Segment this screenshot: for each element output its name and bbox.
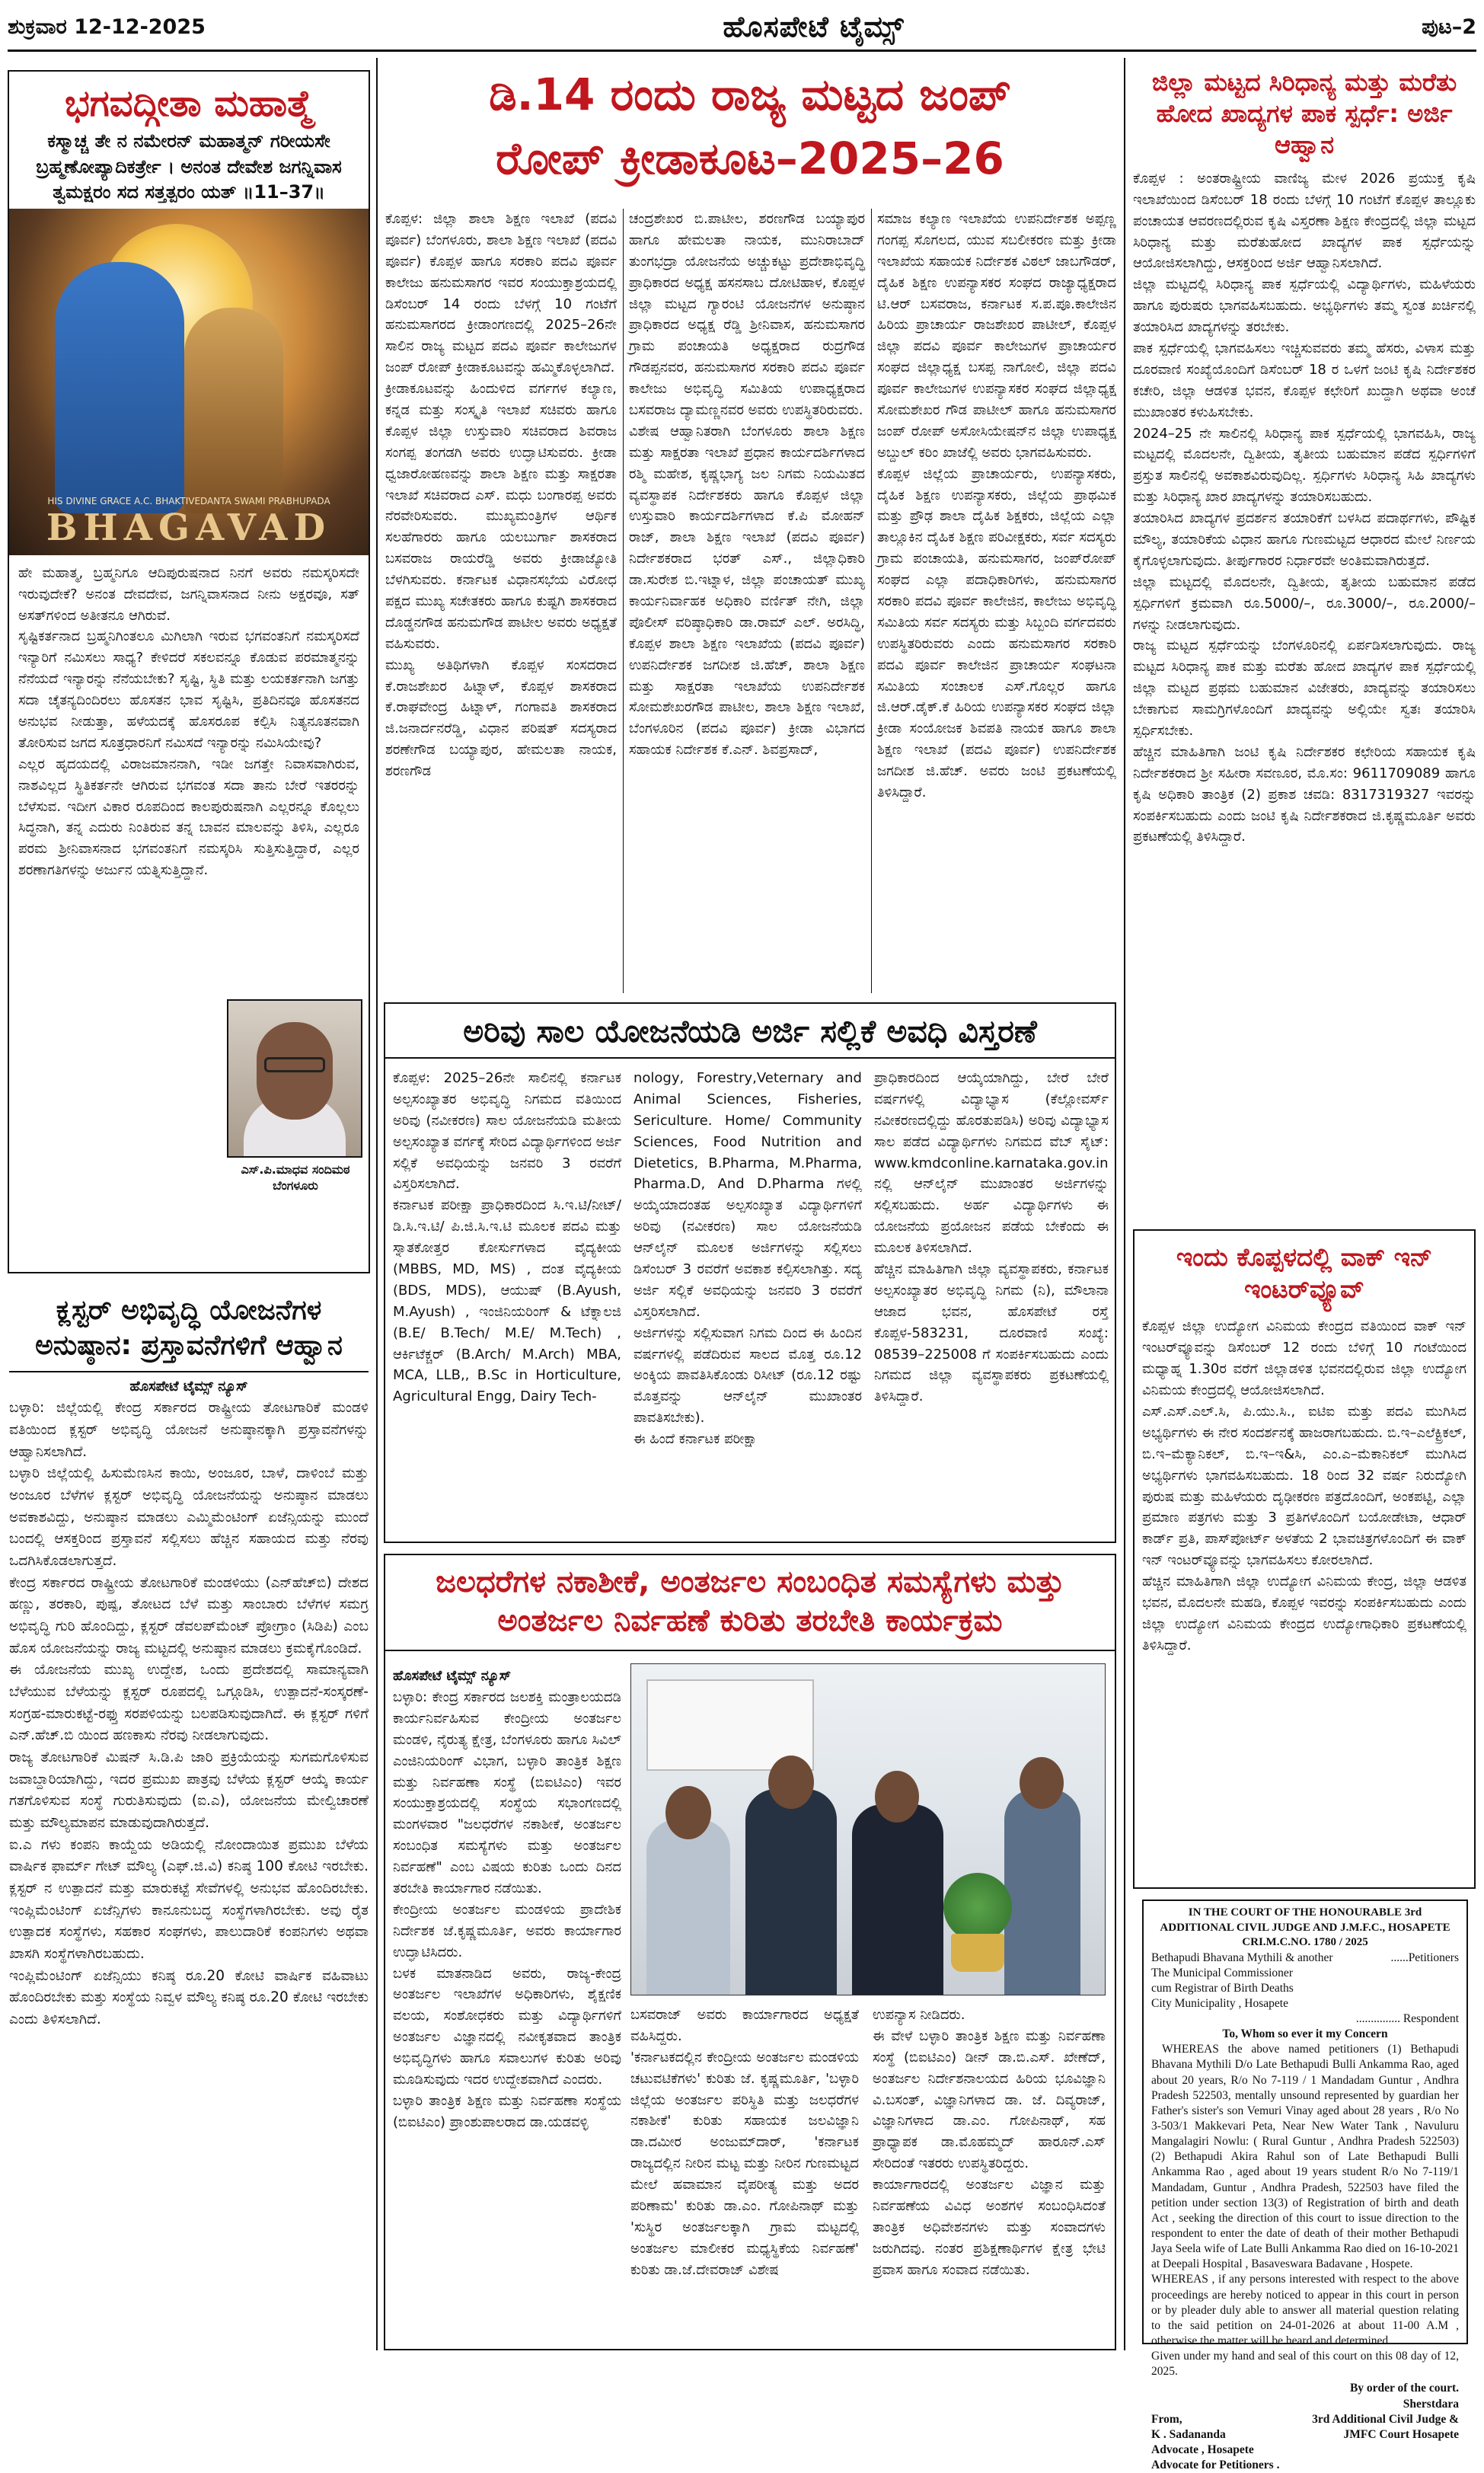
court-sign-2: JMFC Court Hosapete: [1343, 2427, 1459, 2441]
walkin-body: ಕೊಪ್ಪಳ ಜಿಲ್ಲಾ ಉದ್ಯೋಗ ವಿನಿಮಯ ಕೇಂದ್ರದ ವತಿಯಿಂದ ವಾಕ್ ಇನ್ ಇಂಟರ್‌ವ್ಯೂವನ್ನು ಡಿಸೆಂಬರ್ 12 ರಂದು ಬೆಳಿಗ್ಗೆ 10 ಗಂಟೆಯಿಂದ ಮಧ್ಯಾಹ್ನ 1.30ರ ವರೆಗೆ ಜಿಲ್ಲಾಡಳಿತ ಭವನದಲ್ಲಿರುವ ಜಿಲ್ಲಾ ಉದ್ಯೋಗ ವಿನಿಮಯ ಕೇಂದ್ರದಲ್ಲಿ ಆಯೋಜಿಸಲಾಗಿದೆ. ಎಸ್.ಎಸ್.ಎಲ್.ಸಿ, ಪಿ.ಯು.ಸಿ., ಐಟಿಐ ಮತ್ತು ಪದವಿ ಮುಗಿಸಿದ ಅಭ್ಯರ್ಥಿಗಳು ಈ ನೇರ ಸಂದರ್ಶನಕ್ಕೆ ಹಾಜರಾಗಬಹುದು. ಬಿ.ಇ–ಎಲೆಕ್ಟ್ರಿಕಲ್, ಬಿ.ಇ–ಮೆಕ್ಯಾನಿಕಲ್, ಬಿ.ಇ–ಇ&ಸಿ, ಎಂ.ಎ–ಮೆಕಾನಿಕಲ್ ಮುಗಿಸಿದ ಅಭ್ಯರ್ಥಿಗಳು ಭಾಗವಹಿಸಬಹುದು. 18 ರಿಂದ 32 ವರ್ಷ ನಿರುದ್ಯೋಗಿ ಪುರುಷ ಮತ್ತು ಮಹಿಳೆಯರು ದೃಢೀಕರಣ ಪತ್ರದೊಂದಿಗೆ, ಅಂಕಪಟ್ಟಿ, ಎಲ್ಲಾ ಪ್ರಮಾಣ ಪತ್ರಗಳು ಮತ್ತು 3 ಪ್ರತಿಗಳೊಂದಿಗೆ ಬಯೋಡೇಟಾ, ಆಧಾರ್ ಕಾರ್ಡ್ ಪ್ರತಿ, ಪಾಸ್‌ಪೋರ್ಟ್ ಅಳತೆಯ 2 ಭಾವಚಿತ್ರಗಳೊಂದಿಗೆ ಈ ವಾಕ್ ಇನ್ ಇಂಟರ್‌ವ್ಯೂವನ್ನು ಭಾಗವಹಿಸಲು ಕೋರಲಾಗಿದೆ. ಹೆಚ್ಚಿನ ಮಾಹಿತಿಗಾಗಿ ಜಿಲ್ಲಾ ಉದ್ಯೋಗ ವಿನಿಮಯ ಕೇಂದ್ರ, ಜಿಲ್ಲಾ ಆಡಳಿತ ಭವನ, ಮೊದಲನೇ ಮಹಡಿ, ಕೊಪ್ಪಳ ಇವರನ್ನು ಸಂಪರ್ಕಿಸಬಹುದು ಎಂದು ಜಿಲ್ಲಾ ಉದ್ಯೋಗ ವಿನಿಮಯ ಕೇಂದ್ರದ ಉದ್ಯೋಗಾಧಿಕಾರಿ ಪ್ರಕಟಣೆಯಲ್ಲಿ ತಿಳಿಸಿದ್ದಾರೆ.: [1142, 1318, 1466, 1653]
pot-shape: [951, 1934, 1004, 1972]
column-rule: [1124, 58, 1125, 2350]
arivu-box: [384, 1002, 1116, 1543]
masthead: [8, 5, 1476, 52]
court-body: WHEREAS the above named petitioners (1) Bethapudi Bhavana Mythili D/o Late Bethapudi Bulli Ankamma Rao, aged about 20 years, R/o No 7-119 / 1 Mandadam Guntur , Andhra Pradesh 522503, mentally unsound represented by guardian her Father's sister's son Vemuri Vinay aged about 28 years , R/o No 3-503/1 Makkevari Peta, Near New Water Tank , Navuluru Mangalagiri Nowlu: ( Rural Guntur , Andhra Pradesh 522503) (2) Bethapudi Akira Rahul son of Late Bethapudi Bulli Ankamma Rao , aged about 19 years student R/o No 7-119/1 Mandadam, Guntur , Andhra Pradesh, 522503 have filed the petition under section 13(3) of Registration of birth and death Act , seeking the direction of this court to issue direction to the respondent to enter the date of death of their mother Bethapudi Jaya Seela wife of Late Bulli Ankamma Rao died on 16-10-2021 at Deepali Hospital , Basaveswara Badavane , Hospete. WHEREAS , if any persons interested with respect to the above proceedings are hereby noticed to appear in this court in person or by pleader duly able to answer all material question relating to the said petition on 24-01-2026 at about 11-00 A.M , otherwise the matter will be heard and determined. Given under my hand and seal of this court on this 08 day of 12, 2025.: [1151, 2043, 1459, 2379]
person-1: [646, 1820, 730, 1995]
jala-byline: ಹೊಸಪೇಟೆ ಟೈಮ್ಸ್ ನ್ಯೂಸ್: [393, 1668, 512, 1684]
person-1-head: [665, 1786, 711, 1839]
page-number: ಪುಟ–2: [1422, 14, 1476, 39]
cover-title: BHAGAVAD: [46, 506, 332, 549]
court-notice: [1142, 1899, 1468, 2472]
arivu-headline: ಅರಿವು ಸಾಲ ಯೋಜನೆಯಡಿ ಅರ್ಜಿ ಸಲ್ಲಿಕೆ ಅವಧಿ ವಿಸ್ತರಣೆ: [385, 1004, 1115, 1059]
author-glasses-shape: [264, 1057, 325, 1072]
walkin-headline: ಇಂದು ಕೊಪ್ಪಳದಲ್ಲಿ ವಾಕ್ ಇನ್ ಇಂಟರ್‌ವ್ಯೂವ್: [1176, 1242, 1433, 1305]
divider: [9, 1371, 369, 1372]
cluster-body: ಬಳ್ಳಾರಿ: ಜಿಲ್ಲೆಯಲ್ಲಿ ಕೇಂದ್ರ ಸರ್ಕಾರದ ರಾಷ್ಟ್ರೀಯ ತೋಟಗಾರಿಕೆ ಮಂಡಳಿ ವತಿಯಿಂದ ಕ್ಲಸ್ಟರ್ ಅಭಿವೃದ್ಧಿ ಯೋಜನೆ ಅನುಷ್ಠಾನಕ್ಕಾಗಿ ಪ್ರಸ್ತಾವನೆಗಳನ್ನು ಆಹ್ವಾನಿಸಲಾಗಿದೆ. ಬಳ್ಳಾರಿ ಜಿಲ್ಲೆಯಲ್ಲಿ ಹಿಸುಮೆಣಸಿನ ಕಾಯಿ, ಅಂಜೂರ, ಬಾಳೆ, ದಾಳಿಂಬೆ ಮತ್ತು ಅಂಜೂರ ಬೆಳೆಗಳ ಕ್ಲಸ್ಟರ್ ಅಭಿವೃದ್ಧಿ ಯೋಜನೆಯನ್ನು ಅನುಷ್ಠಾನ ಮಾಡಲು ಅವಕಾಶವಿದ್ದು, ಅನುಷ್ಠಾನ ಮಾಡಲು ಎಮ್ಮಿಮೆಂಟಿಂಗ್ ಏಜೆನ್ಸಿಯನ್ನು ಮುಂದೆ ಬಂದಲ್ಲಿ ಆಸಕ್ತರಿಂದ ಪ್ರಸ್ತಾವನೆ ಸಲ್ಲಿಸಲು ಹೆಚ್ಚಿನ ಸಹಾಯದ ಮತ್ತು ನೆರವು ಒದಗಿಸಿಕೊಡಲಾಗುತ್ತದೆ. ಕೇಂದ್ರ ಸರ್ಕಾರದ ರಾಷ್ಟ್ರೀಯ ತೋಟಗಾರಿಕೆ ಮಂಡಳಿಯು (ಎನ್‌ಹೆಚ್‌ಬಿ) ದೇಶದ ಹಣ್ಣು, ತರಕಾರಿ, ಪುಷ್ಪ, ತೋಟದ ಬೆಳೆ ಮತ್ತು ಸಾಂಬಾರು ಬೆಳೆಗಳ ಸಮಗ್ರ ಅಭಿವೃದ್ಧಿ ಗುರಿ ಹೊಂದಿದ್ದು, ಕ್ಲಸ್ಟರ್ ಡೆವಲಪ್‌ಮೆಂಟ್ ಪ್ರೋಗ್ರಾಂ (ಸಿಡಿಪಿ) ಎಂಬ ಹೊಸ ಯೋಜನೆಯನ್ನು ರಾಜ್ಯ ಮಟ್ಟದಲ್ಲಿ ಅನುಷ್ಠಾನ ಮಾಡಲು ಕ್ರಮಕೈಗೊಂಡಿದೆ. ಈ ಯೋಜನೆಯ ಮುಖ್ಯ ಉದ್ದೇಶ, ಒಂದು ಪ್ರದೇಶದಲ್ಲಿ ಸಾಮಾನ್ಯವಾಗಿ ಬೆಳೆಯುವ ಬೆಳೆಯನ್ನು ಕ್ಲಸ್ಟರ್ ರೂಪದಲ್ಲಿ ಒಗ್ಗೂಡಿಸಿ, ಉತ್ಪಾದನೆ-ಸಂಸ್ಕರಣೆ-ಸಂಗ್ರಹ-ಮಾರುಕಟ್ಟೆ-ರಫ್ತು ಸರಪಳಿಯನ್ನು ಬಲಪಡಿಸುವುದಾಗಿದೆ. ಈ ಕ್ಲಸ್ಟರ್ ಗಳಿಗೆ ಎನ್.ಹೆಚ್.ಬಿ ಯಿಂದ ಹಣಕಾಸು ನೆರವು ನೀಡಲಾಗುವುದು. ರಾಜ್ಯ ತೋಟಗಾರಿಕೆ ಮಿಷನ್ ಸಿ.ಡಿ.ಪಿ ಜಾರಿ ಪ್ರಕ್ರಿಯೆಯನ್ನು ಸುಗಮಗೊಳಿಸುವ ಜವಾಬ್ದಾರಿಯಾಗಿದ್ದು, ಇದರ ಪ್ರಮುಖ ಪಾತ್ರವು ಬೆಳೆಯ ಕ್ಲಸ್ಟರ್ ಆಯ್ಕೆ ಕಾರ್ಯ ಗತಗೊಳಿಸುವ ಸಂಸ್ಥೆ ಗುರುತಿಸುವುದು (ಐ.ಎ), ಯೋಜನೆಯ ಮೇಲ್ವಿಚಾರಣೆ ಮತ್ತು ಮೌಲ್ಯಮಾಪನ ಮಾಡುವುದಾಗಿರುತ್ತದೆ. ಐ.ಎ ಗಳು ಕಂಪನಿ ಕಾಯ್ದೆಯ ಅಡಿಯಲ್ಲಿ ನೋಂದಾಯಿತ ಪ್ರಮುಖ ಬೆಳೆಯ ವಾರ್ಷಿಕ ಫಾರ್ಮ್ ಗೇಟ್ ಮೌಲ್ಯ (ಎಫ್.ಜಿ.ವಿ) ಕನಿಷ್ಠ 100 ಕೋಟಿ ಇರಬೇಕು. ಕ್ಲಸ್ಟರ್ ನ ಉತ್ಪಾದನೆ ಮತ್ತು ಮಾರುಕಟ್ಟೆ ಸೇವೆಗಳಲ್ಲಿ ಅನುಭವ ಹೊಂದಿರಬೇಕು. ಇಂಪ್ಲಿಮೆಂಟಿಂಗ್ ಏಜೆನ್ಸಿಗಳು ಕಾನೂನುಬದ್ಧ ಸಂಸ್ಥೆಗಳಾಗಿರಬೇಕು. ಅವು ರೈತ ಉತ್ಪಾದಕ ಸಂಸ್ಥೆಗಳು, ಸಹಕಾರ ಸಂಘಗಳು, ಪಾಲುದಾರಿಕೆ ಕಂಪನಿಗಳು ಅಥವಾ ಖಾಸಗಿ ಸಂಸ್ಥೆಗಳಾಗಿರಬಹುದು. ಇಂಪ್ಲಿಮೆಂಟಿಂಗ್ ಏಜೆನ್ಸಿಯು ಕನಿಷ್ಠ ರೂ.20 ಕೋಟಿ ವಾರ್ಷಿಕ ವಹಿವಾಟು ಹೊಂದಿರಬೇಕು ಮತ್ತು ಸಂಸ್ಥೆಯ ನಿವ್ವಳ ಮೌಲ್ಯ ಕನಿಷ್ಠ ರೂ.20 ಕೋಟಿ ಇರಬೇಕು ಎಂದು ತಿಳಿಸಲಾಗಿದೆ.: [9, 1400, 369, 2027]
author-photo: [227, 999, 362, 1158]
bhagavad-gita-cover-image: [9, 209, 369, 555]
court-sign-1: 3rd Additional Civil Judge &: [1312, 2412, 1459, 2426]
siridhanya-body: ಕೊಪ್ಪಳ : ಅಂತರಾಷ್ಟ್ರೀಯ ವಾಣಿಜ್ಯ ಮೇಳ 2026 ಪ್ರಯುಕ್ತ ಕೃಷಿ ಇಲಾಖೆಯಿಂದ ಡಿಸೆಂಬರ್ 18 ರಂದು ಬೆಳಗ್ಗೆ 10 ಗಂಟೆಗೆ ಕೊಪ್ಪಳ ತಾಲ್ಲೂಕು ಪಂಚಾಯತ ಆವರಣದಲ್ಲಿರುವ ಕೃಷಿ ವಿಸ್ತರಣಾ ಶಿಕ್ಷಣ ಕೇಂದ್ರದಲ್ಲಿ ಜಿಲ್ಲಾ ಮಟ್ಟದ ಸಿರಿಧಾನ್ಯ ಮತ್ತು ಮರೆತುಹೋದ ಖಾದ್ಯಗಳ ಪಾಕ ಸ್ಪರ್ಧೆಯನ್ನು ಆಯೋಜಿಸಲಾಗಿದ್ದು, ಆಸಕ್ತರಿಂದ ಅರ್ಜಿ ಆಹ್ವಾನಿಸಲಾಗಿದೆ. ಜಿಲ್ಲಾ ಮಟ್ಟದಲ್ಲಿ ಸಿರಿಧಾನ್ಯ ಪಾಕ ಸ್ಪರ್ಧೆಯಲ್ಲಿ ವಿದ್ಯಾರ್ಥಿಗಳು, ಮಹಿಳೆಯರು ಹಾಗೂ ಪುರುಷರು ಭಾಗವಹಿಸಬಹುದು. ಅಭ್ಯರ್ಥಿಗಳು ತಮ್ಮ ಸ್ವಂತ ಖರ್ಚಿನಲ್ಲಿ ತಯಾರಿಸಿದ ಖಾದ್ಯಗಳನ್ನು ತರಬೇಕು. ಪಾಕ ಸ್ಪರ್ಧೆಯಲ್ಲಿ ಭಾಗವಹಿಸಲು ಇಚ್ಚಿಸುವವರು ತಮ್ಮ ಹೆಸರು, ವಿಳಾಸ ಮತ್ತು ದೂರವಾಣಿ ಸಂಖ್ಯೆಯೊಂದಿಗೆ ಡಿಸೆಂಬರ್ 18 ರ ಒಳಗೆ ಜಂಟಿ ಕೃಷಿ ನಿರ್ದೇಶಕರ ಕಚೇರಿ, ಜಿಲ್ಲಾ ಆಡಳಿತ ಭವನ, ಕೊಪ್ಪಳ ಕಛೇರಿಗೆ ಖುದ್ದಾಗಿ ಅಥವಾ ಅಂಚೆ ಮುಖಾಂತರ ಕಳುಹಿಸಬೇಕು. 2024–25 ನೇ ಸಾಲಿನಲ್ಲಿ ಸಿರಿಧಾನ್ಯ ಪಾಕ ಸ್ಪರ್ಧೆಯಲ್ಲಿ ಭಾಗವಹಿಸಿ, ರಾಜ್ಯ ಮಟ್ಟದಲ್ಲಿ ಮೊದಲನೇ, ದ್ವಿತೀಯ, ತೃತೀಯ ಬಹುಮಾನ ಪಡೆದ ಸ್ಪರ್ಧಿಗಳಿಗೆ ಪ್ರಸ್ತುತ ಸಾಲಿನಲ್ಲಿ ಅವಕಾಶವಿರುವುದಿಲ್ಲ. ಸ್ಪರ್ಧಿಗಳು ಸಿರಿಧಾನ್ಯ ಸಿಹಿ ಖಾದ್ಯಗಳು ಮತ್ತು ಸಿರಿಧಾನ್ಯ ಖಾರ ಖಾದ್ಯಗಳನ್ನು ತಯಾರಿಸಬಹುದು. ತಯಾರಿಸಿದ ಖಾದ್ಯಗಳ ಪ್ರದರ್ಶನ ತಯಾರಿಕೆಗೆ ಬಳಸಿದ ಪದಾರ್ಥಗಳು, ಪೌಷ್ಟಿಕ ಮೌಲ್ಯ, ತಯಾರಿಕೆಯ ವಿಧಾನ ಹಾಗೂ ಗುಣಮಟ್ಟದ ಆಧಾರದ ಮೇಲೆ ನಿರ್ಣಯ ಕೈಗೊಳ್ಳಲಾಗುವುದು. ತೀರ್ಪುಗಾರರ ನಿರ್ಧಾರವೇ ಅಂತಿಮವಾಗಿರುತ್ತದೆ. ಜಿಲ್ಲಾ ಮಟ್ಟದಲ್ಲಿ ಮೊದಲನೇ, ದ್ವಿತೀಯ, ತೃತೀಯ ಬಹುಮಾನ ಪಡೆದ ಸ್ಪರ್ಧಿಗಳಿಗೆ ಕ್ರಮವಾಗಿ ರೂ.5000/–, ರೂ.3000/–, ರೂ.2000/– ಗಳನ್ನು ನೀಡಲಾಗುವುದು. ರಾಜ್ಯ ಮಟ್ಟದ ಸ್ಪರ್ಧೆಯನ್ನು ಬೆಂಗಳೂರಿನಲ್ಲಿ ಏರ್ಪಡಿಸಲಾಗುವುದು. ರಾಜ್ಯ ಮಟ್ಟದ ಸಿರಿಧಾನ್ಯ ಪಾಕ ಮತ್ತು ಮರೆತು ಹೋದ ಖಾದ್ಯಗಳ ಪಾಕ ಸ್ಪರ್ಧೆಯಲ್ಲಿ ಜಿಲ್ಲಾ ಮಟ್ಟದ ಪ್ರಥಮ ಬಹುಮಾನ ವಿಜೇತರು, ಖಾದ್ಯವನ್ನು ತಯಾರಿಸಲು ಬೇಕಾಗುವ ಸಾಮಗ್ರಿಗಳೊಂದಿಗೆ ಖಾದ್ಯವನ್ನು ಅಲ್ಲಿಯೇ ಸ್ವತಃ ತಯಾರಿಸಿ ಸ್ಪರ್ಧಿಸಬೇಕು. ಹೆಚ್ಚಿನ ಮಾಹಿತಿಗಾಗಿ ಜಂಟಿ ಕೃಷಿ ನಿರ್ದೇಶಕರ ಕಛೇರಿಯ ಸಹಾಯಕ ಕೃಷಿ ನಿರ್ದೇಶಕರಾದ ಶ್ರೀ ಸಹೀರಾ ಸವಣೂರ, ಮೊ.ಸಂ: 9611709089 ಹಾಗೂ ಕೃಷಿ ಅಧಿಕಾರಿ ತಾಂತ್ರಿಕ (2) ಪ್ರಕಾಶ ಚವಡಿ: 8317319327 ಇವರನ್ನು ಸಂಪರ್ಕಿಸಬಹುದು ಎಂದು ಜಂಟಿ ಕೃಷಿ ನಿರ್ದೇಶಕರಾದ ಜಿ.ಕೃಷ್ಣಮೂರ್ತಿ ಅವರು ಪ್ರಕಟಣೆಯಲ್ಲಿ ತಿಳಿಸಿದ್ದಾರೆ.: [1133, 170, 1476, 845]
siridhanya-headline: ಜಿಲ್ಲಾ ಮಟ್ಟದ ಸಿರಿಧಾನ್ಯ ಮತ್ತು ಮರೆತು ಹೋದ ಖಾದ್ಯಗಳ ಪಾಕ ಸ್ಪರ್ಧೆ: ಅರ್ಜಿ ಆಹ್ವಾನ: [1151, 68, 1457, 159]
cluster-byline: ಹೊಸಪೇಟೆ ಟೈಮ್ಸ್ ನ್ಯೂಸ್: [129, 1379, 248, 1395]
by-order: By order of the court.: [1349, 2382, 1459, 2395]
court-heading: IN THE COURT OF THE HONOURABLE 3rd ADDITIONAL CIVIL JUDGE AND J.M.F.C., HOSAPETE: [1160, 1906, 1450, 1934]
petitioner-row: [1151, 1951, 1459, 1966]
cover-credit: HIS DIVINE GRACE A.C. BHAKTIVEDANTA SWAMI PRABHUPADA: [47, 495, 330, 506]
signature-row-2: [1151, 2427, 1459, 2443]
petitioner-role: ......Petitioners: [1390, 1951, 1459, 1964]
arjuna-figure: [184, 308, 283, 513]
from-name: K . Sadananda: [1151, 2427, 1226, 2441]
arivu-col1: ಕೊಪ್ಪಳ: 2025–26ನೇ ಸಾಲಿನಲ್ಲಿ ಕರ್ನಾಟಕ ಅಲ್ಪಸಂಖ್ಯಾತರ ಅಭಿವೃದ್ಧಿ ನಿಗಮದ ವತಿಯಿಂದ ಅರಿವು (ನವೀಕರಣ) ಸಾಲ ಯೋಜನೆಯಡಿ ಮತೀಯ ಅಲ್ಪಸಂಖ್ಯಾತ ವರ್ಗಕ್ಕೆ ಸೇರಿದ ವಿದ್ಯಾರ್ಥಿಗಳಿಂದ ಅರ್ಜಿ ಸಲ್ಲಿಕೆ ಅವಧಿಯನ್ನು ಜನವರಿ 3 ರವರೆಗೆ ವಿಸ್ತರಿಸಲಾಗಿದೆ. ಕರ್ನಾಟಕ ಪರೀಕ್ಷಾ ಪ್ರಾಧಿಕಾರದಿಂದ ಸಿ.ಇ.ಟಿ/ನೀಟ್/ಡಿ.ಸಿ.ಇ.ಟಿ/ ಪಿ.ಜಿ.ಸಿ.ಇ.ಟಿ ಮೂಲಕ ಪದವಿ ಮತ್ತು ಸ್ನಾತಕೋತ್ತರ ಕೋರ್ಸುಗಳಾದ ವೈದ್ಯಕೀಯ (MBBS, MD, MS) , ದಂತ ವೈದ್ಯಕೀಯ (BDS, MDS), ಆಯುಷ್ (B.Ayush, M.Ayush) , ಇಂಜಿನಿಯರಿಂಗ್ & ಟೆಕ್ನಾಲಜಿ (B.E/ B.Tech/ M.E/ M.Tech) , ಆರ್ಕಿಟೆಕ್ಚರ್ (B.Arch/ M.Arch) MBA, MCA, LLB,, B.Sc in Horticulture, Agricultural Engg, Dairy Tech-: [393, 1070, 622, 1405]
sheristedar: Sherstdara: [1403, 2397, 1459, 2411]
training-event-photo: [630, 1663, 1106, 1995]
jumprope-col3: ಸಮಾಜ ಕಲ್ಯಾಣ ಇಲಾಖೆಯ ಉಪನಿರ್ದೇಶಕ ಅಪ್ಪಣ್ಣ ಗಂಗಪ್ಪ ಸೊಗಲದ, ಯುವ ಸಬಲೀಕರಣ ಮತ್ತು ಕ್ರೀಡಾ ಇಲಾಖೆಯ ಸಹಾಯಕ ನಿರ್ದೇಶಕ ವಿಠಲ್ ಜಾಬಗೌಡರ್, ದೈಹಿಕ ಶಿಕ್ಷಣ ಉಪನ್ಯಾಸಕರ ಸಂಘದ ರಾಜ್ಯಾಧ್ಯಕ್ಷರಾದ ಟಿ.ಆರ್ ಬಸವರಾಜ, ಕರ್ನಾಟಕ ಸ.ಪ.ಪೂ.ಕಾಲೇಜಿನ ಹಿರಿಯ ಪ್ರಾಚಾರ್ಯ ರಾಜಶೇಖರ ಪಾಟೀಲ್, ಕೊಪ್ಪಳ ಜಿಲ್ಲಾ ಪದವಿ ಪೂರ್ವ ಕಾಲೇಜುಗಳ ಪ್ರಾಚಾರ್ಯರ ಸಂಘದ ಜಿಲ್ಲಾಧ್ಯಕ್ಷ ಬಸಪ್ಪ ನಾಗೋಲಿ, ಜಿಲ್ಲಾ ಪದವಿ ಪೂರ್ವ ಕಾಲೇಜುಗಳ ಉಪನ್ಯಾಸಕರ ಸಂಘದ ಜಿಲ್ಲಾಧ್ಯಕ್ಷ ಸೋಮಶೇಖರ ಗೌಡ ಪಾಟೀಲ್ ಹಾಗೂ ಹನುಮಸಾಗರ ಜಂಪ್ ರೋಪ್ ಅಸೋಸಿಯೇಷನ್‌ನ ಜಿಲ್ಲಾ ಉಪಾಧ್ಯಕ್ಷ ಅಬ್ದುಲ್ ಕರಿಂ ಖಾಜೆಲ್ಲಿ ಅವರು ಭಾಗವಹಿಸುವರು. ಕೊಪ್ಪಳ ಜಿಲ್ಲೆಯ ಪ್ರಾಚಾರ್ಯರು, ಉಪನ್ಯಾಸಕರು, ದೈಹಿಕ ಶಿಕ್ಷಣ ಉಪನ್ಯಾಸಕರು, ಜಿಲ್ಲೆಯ ಪ್ರಾಥಮಿಕ ಮತ್ತು ಪ್ರೌಢ ಶಾಲಾ ದೈಹಿಕ ಶಿಕ್ಷಕರು, ಜಿಲ್ಲೆಯ ಎಲ್ಲಾ ತಾಲ್ಲೂಕಿನ ದೈಹಿಕ ಶಿಕ್ಷಣ ಪರಿವೀಕ್ಷಕರು, ಸರ್ವ ಸದಸ್ಯರು ಗ್ರಾಮ ಪಂಚಾಯತಿ, ಹನುಮಸಾಗರ, ಜಂಪ್‌ರೋಪ್ ಸಂಘದ ಎಲ್ಲಾ ಪದಾಧಿಕಾರಿಗಳು, ಹನುಮಸಾಗರ ಸರಕಾರಿ ಪದವಿ ಪೂರ್ವ ಕಾಲೇಜಿನ, ಕಾಲೇಜು ಅಭಿವೃದ್ಧಿ ಸಮಿತಿಯ ಸರ್ವ ಸದಸ್ಯರು ಮತ್ತು ಸಿಬ್ಬಂದಿ ವರ್ಗದವರು ಉಪಸ್ಥಿತರಿರುವರು ಎಂದು ಹನುಮಸಾಗರ ಸರಕಾರಿ ಪದವಿ ಪೂರ್ವ ಕಾಲೇಜಿನ ಪ್ರಾಚಾರ್ಯ ಸಂಘಟನಾ ಸಮಿತಿಯ ಸಂಚಾಲಕ ಎಸ್.ಗೊಲ್ಲರ ಹಾಗೂ ಜಿ.ಆರ್.ಡೈಕ್.ಕೆ ಹಿರಿಯ ಉಪನ್ಯಾಸಕರ ಸಂಘದ ಜಿಲ್ಲಾ ಕ್ರೀಡಾ ಸಂಯೋಜಕ ಶಿವಪತಿ ನಾಯಕ ಹಾಗೂ ಶಾಲಾ ಶಿಕ್ಷಣ ಇಲಾಖೆ (ಪದವಿ ಪೂರ್ವ) ಉಪನಿರ್ದೇಶಕ ಜಗದೀಶ ಜಿ.ಹೆಚ್. ಅವರು ಜಂಟಿ ಪ್ರಕಟಣೆಯಲ್ಲಿ ತಿಳಿಸಿದ್ದಾರೆ.: [877, 211, 1116, 801]
court-case-number: CRI.M.C.NO. 1780 / 2025: [1242, 1936, 1368, 1948]
person-2: [745, 1789, 837, 1995]
person-3: [852, 1804, 943, 1995]
column-rule: [871, 209, 872, 993]
jala-col1: ಬಳ್ಳಾರಿ: ಕೇಂದ್ರ ಸರ್ಕಾರದ ಜಲಶಕ್ತಿ ಮಂತ್ರಾಲಯದಡಿ ಕಾರ್ಯನಿರ್ವಹಿಸುವ ಕೇಂದ್ರೀಯ ಅಂತರ್ಜಲ ಮಂಡಳಿ, ನೈರುತ್ಯ ಕ್ಷೇತ್ರ, ಬೆಂಗಳೂರು ಹಾಗೂ ಸಿವಿಲ್ ಎಂಜಿನಿಯರಿಂಗ್ ವಿಭಾಗ, ಬಳ್ಳಾರಿ ತಾಂತ್ರಿಕ ಶಿಕ್ಷಣ ಮತ್ತು ನಿರ್ವಹಣಾ ಸಂಸ್ಥೆ (ಬಿಐಟಿಎಂ) ಇವರ ಸಂಯುಕ್ತಾಶ್ರಯದಲ್ಲಿ ಸಂಸ್ಥೆಯ ಸಭಾಂಗಣದಲ್ಲಿ ಮಂಗಳವಾರ "ಜಲಧರೆಗಳ ನಕಾಶೀಕೆ, ಅಂತರ್ಜಲ ಸಂಬಂಧಿತ ಸಮಸ್ಯೆಗಳು ಮತ್ತು ಅಂತರ್ಜಲ ನಿರ್ವಹಣೆ" ಎಂಬ ವಿಷಯ ಕುರಿತು ಒಂದು ದಿನದ ತರಬೇತಿ ಕಾರ್ಯಾಗಾರ ನಡೆಯಿತು. ಕೇಂದ್ರೀಯ ಅಂತರ್ಜಲ ಮಂಡಳಿಯ ಪ್ರಾದೇಶಿಕ ನಿರ್ದೇಶಕ ಜೆ.ಕೃಷ್ಣಮೂರ್ತಿ, ಅವರು ಕಾರ್ಯಾಗಾರ ಉದ್ಘಾಟಿಸಿದರು. ಬಳಕ ಮಾತನಾಡಿದ ಅವರು, ರಾಜ್ಯ-ಕೇಂದ್ರ ಅಂತರ್ಜಲ ಇಲಾಖೆಗಳ ಅಧಿಕಾರಿಗಳು, ಶೈಕ್ಷಣಿಕ ವಲಯ, ಸಂಶೋಧಕರು ಮತ್ತು ವಿದ್ಯಾರ್ಥಿಗಳಿಗೆ ಅಂತರ್ಜಲ ವಿಜ್ಞಾನದಲ್ಲಿ ನವೀಕೃತವಾದ ತಾಂತ್ರಿಕ ಅಭಿವೃದ್ಧಿಗಳು ಹಾಗೂ ಸವಾಲುಗಳ ಕುರಿತು ಅರಿವು ಮೂಡಿಸುವುದು ಇದರ ಉದ್ದೇಶವಾಗಿದೆ ಎಂದರು. ಬಳ್ಳಾರಿ ತಾಂತ್ರಿಕ ಶಿಕ್ಷಣ ಮತ್ತು ನಿರ್ವಹಣಾ ಸಂಸ್ಥೆಯ (ಬಿಐಟಿಎಂ) ಪ್ರಾಂಶುಪಾಲರಾದ ಡಾ.ಯಡವಳ್ಳಿ: [393, 1689, 621, 2130]
arivu-col2: nology, Forestry,Veternary and Animal Sciences, Fisheries, Sericulture. Home/ Community Sciences, Food Nutrition and Dietetics, B.Pharma, M.Pharma, Pharma.D, And D.Pharma ಗಳಲ್ಲಿ ಅಯ್ಕೆಯಾದಂತಹ ಅಲ್ಪಸಂಖ್ಯಾತ ವಿದ್ಯಾರ್ಥಿಗಳಿಗೆ ಅರಿವು (ನವೀಕರಣ) ಸಾಲ ಯೋಜನೆಯಡಿ ಆನ್‌ಲೈನ್ ಮೂಲಕ ಅರ್ಜಿಗಳನ್ನು ಸಲ್ಲಿಸಲು ಡಿಸೆಂಬರ್ 3 ರವರೆಗೆ ಅವಕಾಶ ಕಲ್ಪಿಸಲಾಗಿತ್ತು. ಸದ್ಯ ಅರ್ಜಿ ಸಲ್ಲಿಕೆ ಅವಧಿಯನ್ನು ಜನವರಿ 3 ರವರೆಗೆ ವಿಸ್ತರಿಸಲಾಗಿದೆ. ಅರ್ಜಿಗಳನ್ನು ಸಲ್ಲಿಸುವಾಗ ನಿಗಮ ದಿಂದ ಈ ಹಿಂದಿನ ವರ್ಷಗಳಲ್ಲಿ ಪಡೆದಿರುವ ಸಾಲದ ಮೊತ್ತ ರೂ.12 ಅಂಕ್ಕಿಯ ಪಾವತಿಸಿಕೊಂಡು ರಿಸೀಟ್ (ರೂ.12 ರಷ್ಟು ಮೊತ್ತವನ್ನು ಆನ್‌ಲೈನ್ ಮುಖಾಂತರ ಪಾವತಿಸಬೇಕು). ಈ ಹಿಂದೆ ಕರ್ನಾಟಕ ಪರೀಕ್ಷಾ: [633, 1070, 862, 1448]
krishna-figure: [55, 262, 184, 513]
jala-col3: ಉಪನ್ಯಾಸ ನೀಡಿದರು. ಈ ವೇಳೆ ಬಳ್ಳಾರಿ ತಾಂತ್ರಿಕ ಶಿಕ್ಷಣ ಮತ್ತು ನಿರ್ವಹಣಾ ಸಂಸ್ಥೆ (ಬಿಐಟಿಎಂ) ಡೀನ್ ಡಾ.ಬಿ.ಎಸ್. ಖೇಣೆದ್, ಅಂತರ್ಜಲ ನಿರ್ದೇಶನಾಲಯದ ಹಿರಿಯ ಭೂವಿಜ್ಞಾನಿ ವಿ.ಬಸಂತ್, ವಿಜ್ಞಾನಿಗಳಾದ ಡಾ. ಜೆ. ದಿವ್ಯರಾಜ್, ವಿಜ್ಞಾನಿಗಳಾದ ಡಾ.ಎಂ. ಗೋಪಿನಾಥ್, ಸಹ ಪ್ರಾಧ್ಯಾಪಕ ಡಾ.ಮೊಹಮ್ಮದ್ ಹಾರೂನ್.ಎಸ್ ಸೇರಿದಂತೆ ಇತರರು ಉಪಸ್ಥಿತರಿದ್ದರು. ಕಾರ್ಯಾಗಾರದಲ್ಲಿ ಅಂತರ್ಜಲ ವಿಜ್ಞಾನ ಮತ್ತು ನಿರ್ವಹಣೆಯ ವಿವಿಧ ಅಂಶಗಳ ಸಂಬಂಧಿಸಿದಂತೆ ತಾಂತ್ರಿಕ ಅಧಿವೇಶನಗಳು ಮತ್ತು ಸಂವಾದಗಳು ಜರುಗಿದವು. ನಂತರ ಪ್ರಶಿಕ್ಷಣಾರ್ಥಿಗಳ ಕ್ಷೇತ್ರ ಭೇಟಿ ಪ್ರವಾಸ ಹಾಗೂ ಸಂವಾದ ನಡೆಯಿತು.: [873, 2007, 1106, 2278]
column-rule: [623, 209, 624, 993]
jala-col1-wrap: [393, 1668, 621, 2346]
petitioner-name: Bethapudi Bhavana Mythili & another: [1151, 1951, 1333, 1964]
newspaper-title: ಹೊಸಪೇಟೆ ಟೈಮ್ಸ್: [723, 10, 905, 43]
siridhanya-article: [1133, 62, 1476, 1219]
plant-shape: [943, 1873, 1012, 1941]
jala-col2: ಬಸವರಾಜ್ ಅವರು ಕಾರ್ಯಾಗಾರದ ಅಧ್ಯಕ್ಷತೆ ವಹಿಸಿದ್ದರು. 'ಕರ್ನಾಟಕದಲ್ಲಿನ ಕೇಂದ್ರೀಯ ಅಂತರ್ಜಲ ಮಂಡಳಿಯ ಚಟುವಟಿಕೆಗಳು' ಕುರಿತು ಜೆ. ಕೃಷ್ಣಮೂರ್ತಿ, 'ಬಳ್ಳಾರಿ ಜಿಲ್ಲೆಯ ಅಂತರ್ಜಲ ಪರಿಸ್ಥಿತಿ ಮತ್ತು ಜಲಧರೆಗಳ ನಕಾಶೀಕೆ' ಕುರಿತು ಸಹಾಯಕ ಜಲವಿಜ್ಞಾನಿ ಡಾ.ದಮೀರ ಅಂಜುಮ್‌ದಾರ್, 'ಕರ್ನಾಟಕ ರಾಜ್ಯದಲ್ಲಿನ ನೀರಿನ ಮಟ್ಟ ಮತ್ತು ನೀರಿನ ಗುಣಮಟ್ಟದ ಮೇಲೆ ಹವಾಮಾನ ವೈಪರೀತ್ಯ ಮತ್ತು ಅದರ ಪರಿಣಾಮ' ಕುರಿತು ಡಾ.ಎಂ. ಗೋಪಿನಾಥ್ ಮತ್ತು 'ಸುಸ್ಥಿರ ಅಂತರ್ಜಲಕ್ಕಾಗಿ ಗ್ರಾಮ ಮಟ್ಟದಲ್ಲಿ ಅಂತರ್ಜಲ ಮಾಲೀಕರ ಮಧ್ಯಸ್ಥಿಕೆಯ ನಿರ್ವಹಣೆ' ಕುರಿತು ಡಾ.ಜೆ.ದೇವರಾಜ್ ವಿಶೇಷ: [630, 2007, 859, 2278]
jumprope-col1: ಕೊಪ್ಪಳ: ಜಿಲ್ಲಾ ಶಾಲಾ ಶಿಕ್ಷಣ ಇಲಾಖೆ (ಪದವಿ ಪೂರ್ವ) ಬೆಂಗಳೂರು, ಶಾಲಾ ಶಿಕ್ಷಣ ಇಲಾಖೆ (ಪದವಿ ಪೂರ್ವ) ಕೊಪ್ಪಳ ಹಾಗೂ ಸರಕಾರಿ ಪದವಿ ಪೂರ್ವ ಕಾಲೇಜು ಹನುಮಸಾಗರ ಇವರ ಸಂಯುಕ್ತಾಶ್ರಯದಲ್ಲಿ ಡಿಸೆಂಬರ್ 14 ರಂದು ಬೆಳಗ್ಗೆ 10 ಗಂಟೆಗೆ ಹನುಮಸಾಗರದ ಕ್ರೀಡಾಂಗಣದಲ್ಲಿ 2025–26ನೇ ಸಾಲಿನ ರಾಜ್ಯ ಮಟ್ಟದ ಪದವಿ ಪೂರ್ವ ಕಾಲೇಜುಗಳ ಜಂಪ್ ರೋಪ್ ಕ್ರೀಡಾಕೂಟವನ್ನು ಹಮ್ಮಿಕೊಳ್ಳಲಾಗಿದೆ. ಕ್ರೀಡಾಕೂಟವನ್ನು ಹಿಂದುಳಿದ ವರ್ಗಗಳ ಕಲ್ಯಾಣ, ಕನ್ನಡ ಮತ್ತು ಸಂಸ್ಕೃತಿ ಇಲಾಖೆ ಸಚಿವರು ಹಾಗೂ ಕೊಪ್ಪಳ ಜಿಲ್ಲಾ ಉಸ್ತುವಾರಿ ಸಚಿವರಾದ ಶಿವರಾಜ ಸಂಗಪ್ಪ ತಂಗಡಗಿ ಅವರು ಉದ್ಘಾಟಿಸುವರು. ಕ್ರೀಡಾ ಧ್ವಜಾರೋಹಣವನ್ನು ಶಾಲಾ ಶಿಕ್ಷಣ ಮತ್ತು ಸಾಕ್ಷರತಾ ಇಲಾಖೆ ಸಚಿವರಾದ ಎಸ್. ಮಧು ಬಂಗಾರಪ್ಪ ಅವರು ನೆರವೇರಿಸುವರು. ಮುಖ್ಯಮಂತ್ರಿಗಳ ಆರ್ಥಿಕ ಸಲಹೆಗಾರರು ಹಾಗೂ ಯಲಬುರ್ಗಾ ಶಾಸಕರಾದ ಬಸವರಾಜ ರಾಯರೆಡ್ಡಿ ಅವರು ಕ್ರೀಡಾಜ್ಯೋತಿ ಬೆಳಗಿಸುವರು. ಕರ್ನಾಟಕ ವಿಧಾನಸಭೆಯ ವಿರೋಧ ಪಕ್ಷದ ಮುಖ್ಯ ಸಚೇತಕರು ಹಾಗೂ ಕುಷ್ಟಗಿ ಶಾಸಕರಾದ ದೊಡ್ಡನಗೌಡ ಹನುಮಗೌಡ ಪಾಟೀಲ ಅವರು ಅಧ್ಯಕ್ಷತೆ ವಹಿಸುವರು. ಮುಖ್ಯ ಅತಿಥಿಗಳಾಗಿ ಕೊಪ್ಪಳ ಸಂಸದರಾದ ಕೆ.ರಾಜಶೇಖರ ಹಿಟ್ನಾಳ್, ಕೊಪ್ಪಳ ಶಾಸಕರಾದ ಕೆ.ರಾಘವೇಂದ್ರ ಹಿಟ್ನಾಳ್, ಗಂಗಾವತಿ ಶಾಸಕರಾದ ಜಿ.ಜನಾರ್ದನರೆಡ್ಡಿ, ವಿಧಾನ ಪರಿಷತ್ ಸದಸ್ಯರಾದ ಶರಣೇಗೌಡ ಬಯ್ಯಾಪುರ, ಹೇಮಲತಾ ನಾಯಕ, ಶರಣಗೌಡ: [385, 211, 617, 780]
walkin-box: [1133, 1229, 1476, 1889]
column-rule: [376, 58, 378, 2350]
from-label: From,: [1151, 2412, 1182, 2426]
notice-to-line: To, Whom so ever it my Concern: [1222, 2027, 1388, 2041]
arivu-col3: ಪ್ರಾಧಿಕಾರದಿಂದ ಆಯ್ಕೆಯಾಗಿದ್ದು, ಬೇರೆ ಬೇರೆ ವರ್ಷಗಳಲ್ಲಿ ವಿದ್ಯಾಭ್ಯಾಸ (ಕೆಲ್ಲೋವರ್ಸ್ ನವೀಕರಣದಲ್ಲಿದ್ದು ಹೊರತುಪಡಿಸಿ) ಅರಿವು ವಿದ್ಯಾಭ್ಯಾಸ ಸಾಲ ಪಡೆದ ವಿದ್ಯಾರ್ಥಿಗಳು ನಿಗಮದ ವೆಬ್ ಸೈಟ್: www.kmdconline.karnataka.gov.in ನಲ್ಲಿ ಆನ್‌ಲೈನ್ ಮುಖಾಂತರ ಅರ್ಜಿಗಳನ್ನು ಸಲ್ಲಿಸಬಹುದು. ಅರ್ಹ ವಿದ್ಯಾರ್ಥಿಗಳು ಈ ಯೋಜನೆಯ ಪ್ರಯೋಜನ ಪಡೆಯ ಬೇಕೆಂದು ಈ ಮೂಲಕ ತಿಳಿಸಲಾಗಿದೆ. ಹೆಚ್ಚಿನ ಮಾಹಿತಿಗಾಗಿ ಜಿಲ್ಲಾ ವ್ಯವಸ್ಥಾಪಕರು, ಕರ್ನಾಟಕ ಅಲ್ಪಸಂಖ್ಯಾತರ ಅಭಿವೃದ್ಧಿ ನಿಗಮ (ನಿ), ಮೌಲಾನಾ ಆಜಾದ ಭವನ, ಹೊಸಪೇಟೆ ರಸ್ತೆ ಕೊಪ್ಪಳ-583231, ದೂರವಾಣಿ ಸಂಖ್ಯೆ: 08539–225008 ಗೆ ಸಂಪರ್ಕಿಸಬಹುದು ಎಂದು ನಿಗಮದ ಜಿಲ್ಲಾ ವ್ಯವಸ್ಥಾಪಕರು ಪ್ರಕಟಣೆಯಲ್ಲಿ ತಿಳಿಸಿದ್ದಾರೆ.: [874, 1070, 1109, 1405]
respondent-details: cum Registrar of Birth Deaths City Municipality , Hosapete: [1151, 1981, 1294, 2010]
respondent-role: ............... Respondent: [1355, 2012, 1459, 2026]
person-3-head: [875, 1771, 919, 1823]
advocate-for-line: Advocate for Petitioners .: [1151, 2459, 1280, 2472]
respondent-name: The Municipal Commissioner: [1151, 1966, 1293, 1979]
cluster-headline: ಕ್ಲಸ್ಟರ್ ಅಭಿವೃದ್ಧಿ ಯೋಜನೆಗಳ ಅನುಷ್ಠಾನ: ಪ್ರಸ್ತಾವನೆಗಳಿಗೆ ಆಹ್ವಾನ: [35, 1295, 343, 1362]
person-4-head: [1020, 1757, 1064, 1809]
gita-verse: ಕಸ್ಮಾಚ್ಚ ತೇ ನ ನಮೇರನ್ ಮಹಾತ್ಮನ್ ಗರೀಯಸೇ ಬ್ರಹ್ಮಣೋಪ್ಯಾದಿಕರ್ತ್ರೇ । ಅನಂತ ದೇವೇಶ ಜಗನ್ನಿವಾಸ ತ್ವಮಕ್ಷರಂ ಸದ ಸತ್ತತ್ಪರಂ ಯತ್ ॥11–37॥: [36, 130, 342, 203]
jumprope-headline-line2: ರೋಪ್ ಕ್ರೀಡಾಕೂಟ–2025–26: [496, 133, 1004, 185]
gita-body: ಹೇ ಮಹಾತ್ಮ, ಬ್ರಹ್ಮನಿಗೂ ಆದಿಪುರುಷನಾದ ನಿನಗೆ ಅವರು ನಮಸ್ಕರಿಸದೇ ಇರುವುದೇಕೆ? ಅನಂತ ದೇವದೇವ, ಜಗನ್ನಿವಾಸನಾದ ನೀನು ಅಕ್ಷರವೂ, ಸತ್ ಅಸತ್‌ಗಳಿಂದ ಅತೀತನೂ ಆಗಿರುವೆ. ಸೃಷ್ಟಿಕರ್ತನಾದ ಬ್ರಹ್ಮನಿಗಿಂತಲೂ ಮಿಗಿಲಾಗಿ ಇರುವ ಭಗವಂತನಿಗೆ ನಮಸ್ಕರಿಸದೆ ಇನ್ಯಾರಿಗೆ ನಮಿಸಲು ಸಾಧ್ಯ? ಕೇಳಿದರೆ ಸಕಲವನ್ನೂ ಕೊಡುವ ಪರಮಾತ್ಮನನ್ನು ನೆನೆಯದೆ ಇನ್ಯಾರನ್ನು ನೆನೆಯಬೇಕು? ಸೃಷ್ಟಿ, ಸ್ಥಿತಿ ಮತ್ತು ಲಯಕರ್ತನಾಗಿ ಜಗತ್ತು ಸದಾ ಚೈತನ್ಯದಿಂದಿರಲು ಹೊಸತನ ಭಾವ ಸೃಷ್ಟಿಸಿ, ಪ್ರತಿದಿನವೂ ಹೊಸತನದ ಅನುಭವ ನೀಡುತ್ತಾ, ಹಳೆಯದಕ್ಕೆ ಹೊಸರೂಪ ಕಲ್ಪಿಸಿ ನಿತ್ಯನೂತನವಾಗಿ ತೋರಿಸುವ ಜಗದ ಸೂತ್ರಧಾರನಿಗೆ ನಮಿಸದೆ ಇನ್ಯಾರನ್ನು ನಮಿಸಿಯೇವು? ಎಲ್ಲರ ಹೃದಯದಲ್ಲಿ ವಿರಾಜಮಾನನಾಗಿ, ಇಡೀ ಜಗತ್ತೇ ನಿವಾಸವಾಗಿರುವ, ನಾಶವಿಲ್ಲದ ಸ್ಥಿತಿಕರ್ತನೇ ಆಗಿರುವ ಭಗವಂತ ಸದಾ ತಾನು ಬೇರೆ ಇತರರನ್ನು ಬೆಳೆಸುವ. ಇದೀಗ ವಿಕಾರ ರೂಪದಿಂದ ಕಾಲಪುರುಷನಾಗಿ ಎಲ್ಲರನ್ನೂ ಕೊಲ್ಲಲು ಸಿದ್ಧನಾಗಿ, ತನ್ನ ಎದುರು ನಿಂತಿರುವ ತನ್ನ ಬಾವನ ಮಾಲವನ್ನು ತಿಳಿಸಿ, ಎಲ್ಲರೂ ಪರಮ ಶ್ರೀನಿವಾಸನಾದ ಭಗವಂತನಿಗೆ ನಮಸ್ಕರಿಸಿ ಸುತ್ತಿಸುತ್ತಿದ್ದಾರೆ, ಎಲ್ಲರ ಶರಣಾಗತಿಗಳನ್ನು ಅರ್ಜುನ ಯತ್ನಿಸುತ್ತಿದ್ದಾನೆ.: [18, 564, 359, 879]
advocate-line: Advocate , Hosapete: [1151, 2443, 1254, 2456]
jumprope-headline: [384, 62, 1116, 204]
jala-box: [384, 1554, 1116, 2350]
jala-headline: ಜಲಧರೆಗಳ ನಕಾಶೀಕೆ, ಅಂತರ್ಜಲ ಸಂಬಂಧಿತ ಸಮಸ್ಯೆಗಳು ಮತ್ತು ಅಂತರ್ಜಲ ನಿರ್ವಹಣೆ ಕುರಿತು ತರಬೇತಿ ಕಾರ್ಯಕ್ರಮ: [385, 1555, 1115, 1651]
jumprope-headline-line1: ಡಿ.14 ರಂದು ರಾಜ್ಯ ಮಟ್ಟದ ಜಂಪ್: [489, 69, 1011, 120]
signature-row-1: [1151, 2412, 1459, 2427]
gita-heading: ಭಗವದ್ಗೀತಾ ಮಹಾತ್ಮೆ: [65, 82, 313, 125]
person-2-head: [768, 1756, 814, 1809]
cluster-article: [9, 1287, 369, 2346]
person-4: [1004, 1789, 1080, 1995]
author-caption: ಎಸ್.ಪಿ.ಮಾಧವ ಸಂದಿಮಠ ಬೆಂಗಳೂರು: [241, 1162, 350, 1193]
issue-date: ಶುಕ್ರವಾರ 12-12-2025: [8, 14, 206, 39]
jumprope-col2: ಚಂದ್ರಶೇಖರ ಬಿ.ಪಾಟೀಲ, ಶರಣಗೌಡ ಬಯ್ಯಾಪುರ ಹಾಗೂ ಹೇಮಲತಾ ನಾಯಕ, ಮುನಿರಾಬಾದ್ ತುಂಗಭದ್ರಾ ಯೋಜನೆಯ ಅಚ್ಚುಕಟ್ಟು ಪ್ರದೇಶಾಭಿವೃದ್ಧಿ ಪ್ರಾಧಿಕಾರದ ಅಧ್ಯಕ್ಷ ಹಸನಸಾಬ ದೋಟಿಹಾಳ, ಕೊಪ್ಪಳ ಜಿಲ್ಲಾ ಮಟ್ಟದ ಗ್ಯಾರಂಟಿ ಯೋಜನೆಗಳ ಅನುಷ್ಠಾನ ಪ್ರಾಧಿಕಾರದ ಅಧ್ಯಕ್ಷ ರೆಡ್ಡಿ ಶ್ರೀನಿವಾಸ, ಹನುಮಸಾಗರ ಗ್ರಾಮ ಪಂಚಾಯತಿ ಅಧ್ಯಕ್ಷರಾದ ರುದ್ರಗೌಡ ಗೌಡಪ್ಪನವರ, ಹನುಮಸಾಗರ ಸರಕಾರಿ ಪದವಿ ಪೂರ್ವ ಕಾಲೇಜು ಅಭಿವೃದ್ಧಿ ಸಮಿತಿಯ ಉಪಾಧ್ಯಕ್ಷರಾದ ಬಸವರಾಜ ದ್ಯಾಮಣ್ಣನವರ ಅವರು ಉಪಸ್ಥಿತರಿರುವರು. ವಿಶೇಷ ಆಹ್ವಾನಿತರಾಗಿ ಬೆಂಗಳೂರು ಶಾಲಾ ಶಿಕ್ಷಣ ಮತ್ತು ಸಾಕ್ಷರತಾ ಇಲಾಖೆ ಪ್ರಧಾನ ಕಾರ್ಯದರ್ಶಿಗಳಾದ ರಶ್ಮಿ ಮಹೇಶ, ಕೃಷ್ಣಭಾಗ್ಯ ಜಲ ನಿಗಮ ನಿಯಮಿತದ ವ್ಯವಸ್ಥಾಪಕ ನಿರ್ದೇಶಕರು ಹಾಗೂ ಕೊಪ್ಪಳ ಜಿಲ್ಲಾ ಉಸ್ತುವಾರಿ ಕಾರ್ಯದರ್ಶಿಗಳಾದ ಕೆ.ಪಿ ಮೋಹನ್ ರಾಜ್, ಶಾಲಾ ಶಿಕ್ಷಣ ಇಲಾಖೆ (ಪದವಿ ಪೂರ್ವ) ನಿರ್ದೇಶಕರಾದ ಭರತ್ ಎಸ್., ಜಿಲ್ಲಾಧಿಕಾರಿ ಡಾ.ಸುರೇಶ ಬಿ.ಇಟ್ನಾಳ, ಜಿಲ್ಲಾ ಪಂಚಾಯತ್ ಮುಖ್ಯ ಕಾರ್ಯನಿರ್ವಾಹಕ ಅಧಿಕಾರಿ ವರ್ಣಿತ್ ನೇಗಿ, ಜಿಲ್ಲಾ ಪೊಲೀಸ್ ವರಿಷ್ಠಾಧಿಕಾರಿ ಡಾ.ರಾಮ್ ಎಲ್. ಅರಸಿದ್ಧಿ, ಕೊಪ್ಪಳ ಶಾಲಾ ಶಿಕ್ಷಣ ಇಲಾಖೆಯ (ಪದವಿ ಪೂರ್ವ) ಉಪನಿರ್ದೇಶಕ ಜಗದೀಶ ಜಿ.ಹೆಚ್, ಶಾಲಾ ಶಿಕ್ಷಣ ಮತ್ತು ಸಾಕ್ಷರತಾ ಇಲಾಖೆಯ ಉಪನಿರ್ದೇಶಕ ಸೋಮಶೇಖರಗೌಡ ಪಾಟೀಲ, ಶಾಲಾ ಶಿಕ್ಷಣ ಇಲಾಖೆ, ಬೆಂಗಳೂರಿನ (ಪದವಿ ಪೂರ್ವ) ಕ್ರೀಡಾ ವಿಭಾಗದ ಸಹಾಯಕ ನಿರ್ದೇಶಕ ಕೆ.ಎನ್. ಶಿವಪ್ರಸಾದ್,: [629, 211, 865, 759]
